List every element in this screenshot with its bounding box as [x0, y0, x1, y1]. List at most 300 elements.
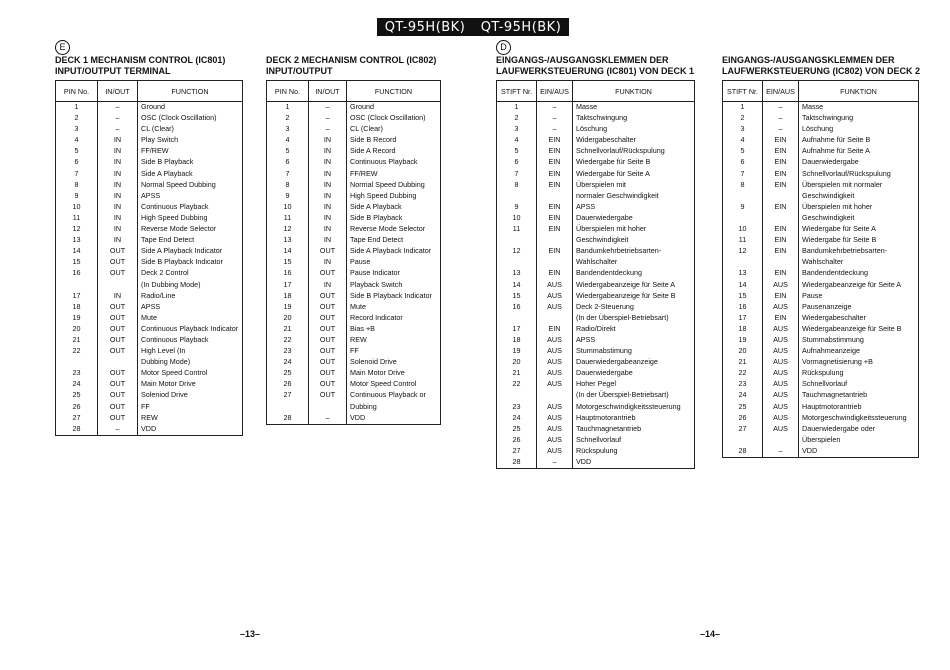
pin-number: 6	[723, 157, 763, 168]
function-label: Vormagnetisierung +B	[799, 357, 919, 368]
io-direction: OUT	[98, 268, 138, 279]
io-direction: AUS	[763, 424, 799, 435]
io-direction: –	[98, 102, 138, 114]
pin-number	[723, 435, 763, 446]
function-label: Geschwindigkeit	[799, 191, 919, 202]
function-label: FF/REW	[347, 169, 441, 180]
table-row	[723, 346, 919, 357]
function-label: Stummabstimmung	[799, 335, 919, 346]
function-label: OSC (Clock Oscillation)	[138, 113, 243, 124]
table-row	[56, 313, 243, 324]
function-label: Geschwindigkeit	[573, 235, 695, 246]
io-direction: AUS	[763, 335, 799, 346]
pin-number: 2	[267, 113, 309, 124]
io-direction: AUS	[763, 346, 799, 357]
io-direction: AUS	[763, 302, 799, 313]
table-row	[56, 346, 243, 357]
io-direction	[537, 235, 573, 246]
pin-table-deck1-de	[496, 80, 695, 469]
pin-number: 18	[723, 324, 763, 335]
io-direction: AUS	[537, 435, 573, 446]
io-direction: IN	[98, 213, 138, 224]
io-direction: –	[309, 113, 347, 124]
pin-number: 28	[723, 446, 763, 458]
table-row	[497, 113, 695, 124]
function-label: APSS	[573, 202, 695, 213]
pin-number: 27	[56, 413, 98, 424]
function-label: Überspielen mit	[573, 180, 695, 191]
function-label: Motorgeschwindigkeitssteuerung	[573, 402, 695, 413]
function-label: FF	[138, 402, 243, 413]
table-row	[497, 379, 695, 390]
table-row	[56, 280, 243, 291]
pin-number: 1	[723, 102, 763, 114]
pin-number: 11	[497, 224, 537, 235]
col-header-function: FUNCTION	[347, 81, 441, 102]
function-label: Wiedergabe für Seite B	[799, 235, 919, 246]
pin-number: 10	[723, 224, 763, 235]
table-row	[56, 124, 243, 135]
pin-number: 6	[497, 157, 537, 168]
pin-number: 4	[56, 135, 98, 146]
io-direction: OUT	[98, 413, 138, 424]
table-row	[56, 180, 243, 191]
table-row	[497, 291, 695, 302]
table-row	[56, 169, 243, 180]
function-label: Masse	[573, 102, 695, 114]
pin-number: 14	[723, 280, 763, 291]
function-label: Deck 2-Steuerung	[573, 302, 695, 313]
function-label: Überspielen mit hoher	[573, 224, 695, 235]
col-header-pin: STIFT Nr.	[723, 81, 763, 102]
pin-number: 25	[497, 424, 537, 435]
io-direction: IN	[309, 146, 347, 157]
io-direction: OUT	[309, 246, 347, 257]
section-1-heading	[55, 55, 225, 77]
table-row	[723, 324, 919, 335]
io-direction: EIN	[763, 169, 799, 180]
io-direction	[98, 357, 138, 368]
pin-number: 28	[56, 424, 98, 436]
io-direction: OUT	[309, 313, 347, 324]
pin-number: 13	[723, 268, 763, 279]
table-row	[497, 102, 695, 114]
io-direction: –	[537, 124, 573, 135]
table-row	[267, 268, 441, 279]
io-direction: EIN	[537, 157, 573, 168]
pin-number: 1	[56, 102, 98, 114]
io-direction: –	[763, 124, 799, 135]
table-row	[267, 169, 441, 180]
table-row	[497, 135, 695, 146]
pin-number: 8	[56, 180, 98, 191]
col-header-io: IN/OUT	[98, 81, 138, 102]
function-label: Geschwindigkeit	[799, 213, 919, 224]
io-direction: AUS	[763, 280, 799, 291]
table-row	[497, 235, 695, 246]
table-row	[723, 379, 919, 390]
io-direction: EIN	[537, 213, 573, 224]
pin-number: 7	[723, 169, 763, 180]
pin-number: 10	[56, 202, 98, 213]
io-direction: IN	[309, 169, 347, 180]
language-mark-german: D	[496, 40, 511, 55]
function-label: Masse	[799, 102, 919, 114]
function-label: Dauerwiedergabe	[799, 157, 919, 168]
io-direction: IN	[98, 169, 138, 180]
function-label: Taktschwingung	[573, 113, 695, 124]
pin-number: 12	[267, 224, 309, 235]
table-row	[267, 313, 441, 324]
pin-number: 13	[497, 268, 537, 279]
function-label: (In der Überspiel-Betriebsart)	[573, 313, 695, 324]
function-label: Schnellvorlauf	[799, 379, 919, 390]
function-label: Hauptmotorantrieb	[573, 413, 695, 424]
table-row	[497, 280, 695, 291]
function-label: CL (Clear)	[138, 124, 243, 135]
function-label: Pausenanzeige	[799, 302, 919, 313]
io-direction: EIN	[763, 313, 799, 324]
function-label: Wiedergabeanzeige für Seite A	[573, 280, 695, 291]
function-label: normaler Geschwindigkeit	[573, 191, 695, 202]
table-row	[497, 146, 695, 157]
pin-number: 27	[267, 390, 309, 401]
table-row	[56, 413, 243, 424]
io-direction	[537, 257, 573, 268]
pin-number: 25	[267, 368, 309, 379]
table-row	[267, 346, 441, 357]
table-row	[497, 413, 695, 424]
function-label: REW	[347, 335, 441, 346]
pin-number: 17	[56, 291, 98, 302]
function-label: Bandendentdeckung	[573, 268, 695, 279]
io-direction: AUS	[537, 302, 573, 313]
function-label: Normal Speed Dubbing	[138, 180, 243, 191]
function-label: Aufnahmeanzeige	[799, 346, 919, 357]
pin-number: 10	[497, 213, 537, 224]
io-direction: AUS	[763, 390, 799, 401]
table-row	[723, 202, 919, 213]
table-row	[56, 102, 243, 114]
io-direction: IN	[309, 280, 347, 291]
table-row	[497, 157, 695, 168]
table-row	[267, 335, 441, 346]
table-row	[267, 379, 441, 390]
io-direction: EIN	[537, 135, 573, 146]
pin-number	[723, 191, 763, 202]
function-label: Ground	[138, 102, 243, 114]
pin-number: 11	[267, 213, 309, 224]
function-label: Main Motor Drive	[138, 379, 243, 390]
function-label: Löschung	[573, 124, 695, 135]
section-title: DECK 1 MECHANISM CONTROL (IC801)	[55, 55, 226, 65]
function-label: Widergabeschalter	[573, 135, 695, 146]
io-direction	[309, 402, 347, 413]
pin-number: 19	[56, 313, 98, 324]
function-label: Reverse Mode Selector	[138, 224, 243, 235]
table-row	[267, 257, 441, 268]
table-row	[497, 402, 695, 413]
pin-number	[56, 280, 98, 291]
function-label: Bandumkehrbetriebsarten-	[573, 246, 695, 257]
io-direction: –	[763, 446, 799, 458]
pin-number: 8	[497, 180, 537, 191]
pin-number: 1	[497, 102, 537, 114]
function-label: Bandendentdeckung	[799, 268, 919, 279]
section-subtitle: LAUFWERKSTEUERUNG (IC801) VON DECK 1	[496, 66, 695, 76]
table-row	[267, 357, 441, 368]
table-row	[723, 113, 919, 124]
io-direction: EIN	[763, 135, 799, 146]
function-label: Side B Playback Indicator	[347, 291, 441, 302]
pin-number: 5	[267, 146, 309, 157]
col-header-function: FUNCTION	[138, 81, 243, 102]
table-row	[723, 291, 919, 302]
io-direction: EIN	[763, 157, 799, 168]
io-direction: OUT	[309, 379, 347, 390]
pin-number: 23	[267, 346, 309, 357]
io-direction: IN	[309, 235, 347, 246]
pin-number: 24	[497, 413, 537, 424]
pin-number: 18	[497, 335, 537, 346]
io-direction: OUT	[98, 368, 138, 379]
io-direction: OUT	[309, 302, 347, 313]
function-label: Wiedergabe für Seite A	[573, 169, 695, 180]
pin-number: 3	[56, 124, 98, 135]
io-direction: OUT	[309, 346, 347, 357]
io-direction: EIN	[763, 246, 799, 257]
table-row	[267, 213, 441, 224]
section-4-heading	[722, 55, 920, 77]
table-row	[497, 424, 695, 435]
section-title: EINGANGS-/AUSGANGSKLEMMEN DER	[496, 55, 669, 65]
io-direction: EIN	[763, 202, 799, 213]
function-label: Side B Playback	[138, 157, 243, 168]
table-row	[267, 102, 441, 114]
function-label: VDD	[347, 413, 441, 425]
io-direction	[763, 435, 799, 446]
function-label: Pause Indicator	[347, 268, 441, 279]
pin-number: 28	[497, 457, 537, 469]
function-label: FF	[347, 346, 441, 357]
table-row	[723, 257, 919, 268]
pin-number: 7	[56, 169, 98, 180]
table-row	[723, 413, 919, 424]
io-direction	[537, 313, 573, 324]
table-row	[267, 302, 441, 313]
function-label: Reverse Mode Selector	[347, 224, 441, 235]
pin-number: 9	[56, 191, 98, 202]
table-row	[723, 146, 919, 157]
io-direction	[98, 280, 138, 291]
pin-number: 14	[497, 280, 537, 291]
pin-number: 5	[497, 146, 537, 157]
io-direction: EIN	[763, 146, 799, 157]
pin-number: 18	[267, 291, 309, 302]
io-direction: AUS	[763, 324, 799, 335]
pin-number: 23	[497, 402, 537, 413]
function-label: Mute	[347, 302, 441, 313]
function-label: CL (Clear)	[347, 124, 441, 135]
io-direction: IN	[98, 135, 138, 146]
table-row	[56, 135, 243, 146]
table-row	[723, 335, 919, 346]
io-direction: AUS	[537, 291, 573, 302]
table-row	[267, 390, 441, 401]
io-direction: AUS	[763, 368, 799, 379]
function-label: Tauchmagnetantrieb	[799, 390, 919, 401]
io-direction: AUS	[537, 357, 573, 368]
io-direction	[537, 390, 573, 401]
pin-number: 17	[497, 324, 537, 335]
io-direction	[537, 191, 573, 202]
pin-number	[723, 213, 763, 224]
io-direction: OUT	[98, 335, 138, 346]
pin-number: 11	[56, 213, 98, 224]
io-direction: OUT	[98, 346, 138, 357]
io-direction: IN	[98, 157, 138, 168]
pin-number: 22	[723, 368, 763, 379]
function-label: Dauerwiedergabeanzeige	[573, 357, 695, 368]
pin-number: 20	[56, 324, 98, 335]
function-label: Hauptmotorantrieb	[799, 402, 919, 413]
pin-number: 19	[723, 335, 763, 346]
pin-number: 24	[267, 357, 309, 368]
table-row	[56, 402, 243, 413]
function-label: FF/REW	[138, 146, 243, 157]
function-label: Side B Record	[347, 135, 441, 146]
col-header-function: FUNKTION	[799, 81, 919, 102]
table-row	[267, 180, 441, 191]
io-direction: –	[537, 457, 573, 469]
table-row	[56, 268, 243, 279]
io-direction: –	[537, 113, 573, 124]
function-label: Bias +B	[347, 324, 441, 335]
io-direction: EIN	[537, 169, 573, 180]
function-label: VDD	[573, 457, 695, 469]
function-label: Schnellvorlauf/Rückspulung	[573, 146, 695, 157]
io-direction: IN	[309, 157, 347, 168]
function-label: Rückspulung	[573, 446, 695, 457]
pin-number	[267, 402, 309, 413]
pin-number: 17	[267, 280, 309, 291]
table-row	[723, 424, 919, 435]
io-direction: EIN	[537, 268, 573, 279]
table-row	[723, 302, 919, 313]
pin-number: 24	[723, 390, 763, 401]
function-label: Wiedergabeanzeige für Seite B	[573, 291, 695, 302]
function-label: Soleniod Drive	[138, 390, 243, 401]
function-label: Continuous Playback	[347, 157, 441, 168]
function-label: Tape End Detect	[347, 235, 441, 246]
function-label: REW	[138, 413, 243, 424]
language-mark-english: E	[55, 40, 70, 55]
table-row	[56, 379, 243, 390]
io-direction: EIN	[537, 202, 573, 213]
table-row	[267, 280, 441, 291]
table-row	[723, 246, 919, 257]
pin-number: 3	[723, 124, 763, 135]
col-header-pin: STIFT Nr.	[497, 81, 537, 102]
function-label: Side A Playback Indicator	[347, 246, 441, 257]
io-direction: IN	[98, 235, 138, 246]
col-header-pin: PIN No.	[267, 81, 309, 102]
table-row	[267, 235, 441, 246]
io-direction: IN	[309, 180, 347, 191]
function-label: Mute	[138, 313, 243, 324]
table-row	[56, 302, 243, 313]
io-direction: IN	[98, 180, 138, 191]
pin-number: 4	[267, 135, 309, 146]
section-title: DECK 2 MECHANISM CONTROL (IC802)	[266, 55, 437, 65]
function-label: Wahlschalter	[799, 257, 919, 268]
pin-table-deck2-de	[722, 80, 919, 458]
io-direction: OUT	[98, 246, 138, 257]
pin-number: 12	[497, 246, 537, 257]
function-label: (In der Überspiel-Betriebsart)	[573, 390, 695, 401]
section-3-heading	[496, 55, 694, 77]
col-header-pin: PIN No.	[56, 81, 98, 102]
function-label: Side A Playback	[347, 202, 441, 213]
io-direction: OUT	[309, 390, 347, 401]
io-direction: IN	[309, 202, 347, 213]
table-row	[497, 457, 695, 469]
table-row	[497, 246, 695, 257]
io-direction: AUS	[763, 402, 799, 413]
function-label: VDD	[799, 446, 919, 458]
function-label: Überspielen	[799, 435, 919, 446]
table-row	[723, 135, 919, 146]
table-row	[56, 335, 243, 346]
pin-number: 13	[267, 235, 309, 246]
function-label: Wiedergabeschalter	[799, 313, 919, 324]
table-row	[723, 435, 919, 446]
pin-number: 8	[723, 180, 763, 191]
function-label: Überspielen mit hoher	[799, 202, 919, 213]
function-label: Bandumkehrbetriebsarten-	[799, 246, 919, 257]
function-label: VDD	[138, 424, 243, 436]
function-label: High Speed Dubbing	[138, 213, 243, 224]
pin-number: 21	[56, 335, 98, 346]
table-row	[497, 257, 695, 268]
section-title: EINGANGS-/AUSGANGSKLEMMEN DER	[722, 55, 895, 65]
io-direction: OUT	[309, 368, 347, 379]
pin-number: 26	[497, 435, 537, 446]
pin-number: 14	[267, 246, 309, 257]
function-label: High Level (In	[138, 346, 243, 357]
function-label: Solenoid Drive	[347, 357, 441, 368]
table-row	[497, 224, 695, 235]
table-row	[723, 268, 919, 279]
table-row	[497, 335, 695, 346]
io-direction: EIN	[763, 291, 799, 302]
io-direction: –	[309, 413, 347, 425]
io-direction: EIN	[763, 235, 799, 246]
table-row	[56, 424, 243, 436]
io-direction: AUS	[537, 335, 573, 346]
io-direction: OUT	[309, 324, 347, 335]
function-label: Continuous Playback or	[347, 390, 441, 401]
model-label-right: QT-95H(BK)	[480, 19, 562, 35]
table-row	[497, 368, 695, 379]
pin-number: 27	[723, 424, 763, 435]
function-label: Ground	[347, 102, 441, 114]
table-row	[497, 390, 695, 401]
function-label: Dubbing	[347, 402, 441, 413]
table-row	[723, 368, 919, 379]
table-row	[56, 368, 243, 379]
table-row	[723, 180, 919, 191]
